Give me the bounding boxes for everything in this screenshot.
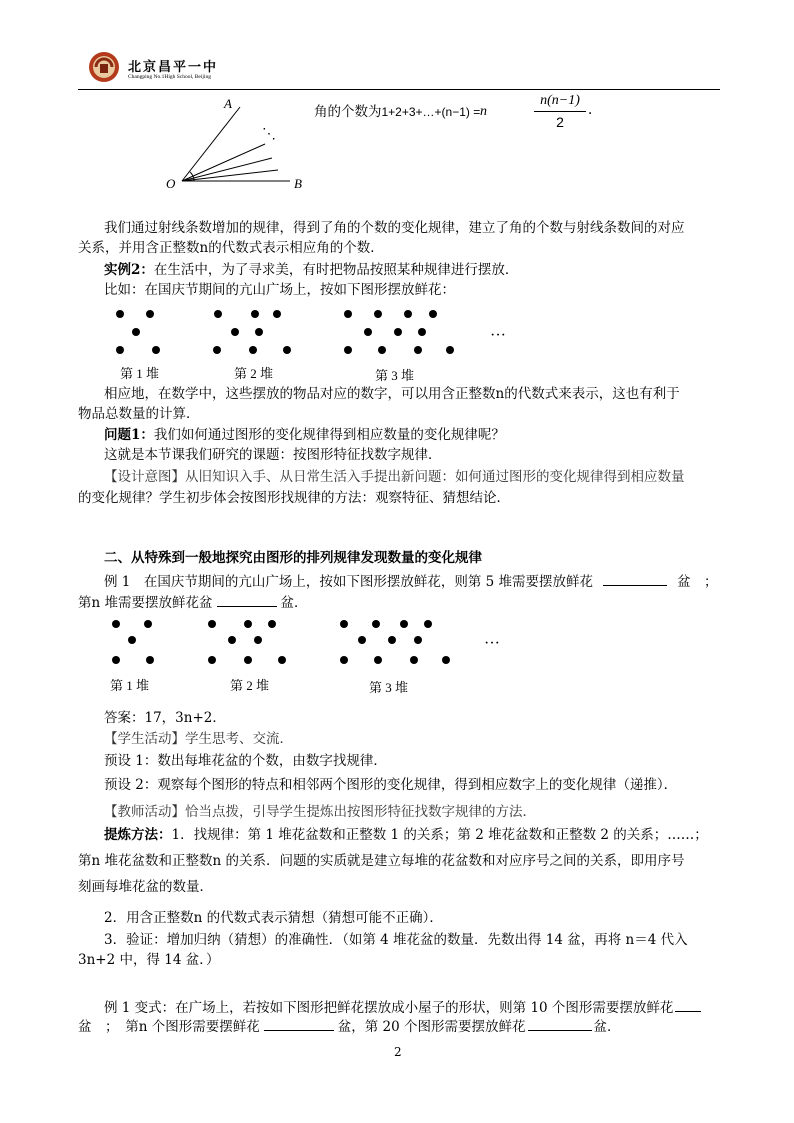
flower-dot-pile-3 bbox=[340, 656, 348, 664]
example-2-line: 实例2：在生活中，为了寻求美，有时把物品按照某种规律进行摆放． bbox=[104, 262, 519, 278]
school-english-name: Changping No.1High School, Beijing bbox=[128, 74, 211, 80]
method-line-1: 提炼方法：1．找规律：第 1 堆花盆数和正整数 1 的关系；第 2 堆花盆数和正整数 2 的关系；……； bbox=[104, 827, 708, 843]
pile-label-1: 第 1 堆 bbox=[120, 366, 160, 381]
formula-fraction bbox=[530, 92, 593, 131]
design-intent-line-2: 的变化规律？学生初步体会按图形找规律的方法：观察特征、猜想结论． bbox=[78, 490, 510, 506]
flower-dot-pile-3 bbox=[404, 310, 412, 318]
answer-blank-2[interactable] bbox=[217, 592, 277, 607]
header-divider bbox=[78, 89, 720, 90]
flower-dot-pile-2 bbox=[254, 636, 262, 644]
flower-dot-pile-1 bbox=[112, 656, 120, 664]
flower-dot-pile-3 bbox=[344, 346, 352, 354]
step-2: 2．用含正整数n 的代数式表示猜想（猜想可能不正确）． bbox=[104, 910, 443, 926]
flower-dot-pile-3 bbox=[372, 620, 380, 628]
flower-dot-pile-3 bbox=[378, 346, 386, 354]
flower-dot-pile-2 bbox=[249, 346, 257, 354]
dot-figure-bottom bbox=[96, 610, 526, 700]
ray-4 bbox=[182, 170, 278, 181]
flower-dot-pile-1 bbox=[128, 636, 136, 644]
flower-dot-pile-2 bbox=[278, 656, 286, 664]
flower-dot-pile-3 bbox=[410, 656, 418, 664]
formula-sum: 1+2+3+…+(n−1) = bbox=[381, 105, 481, 119]
flower-dot-pile-2 bbox=[244, 620, 252, 628]
fraction-numerator: n(n−1) bbox=[540, 93, 580, 108]
dots-ellipsis: ··· bbox=[490, 327, 506, 344]
method-label: 提炼方法： bbox=[104, 827, 172, 843]
flower-dot-pile-3 bbox=[344, 310, 352, 318]
variant-blank-3[interactable] bbox=[528, 1016, 592, 1031]
label-b: B bbox=[294, 176, 302, 191]
step-3-line-1: 3．验证：增加归纳（猜想）的准确性．（如第 4 堆花盆的数量．先数出得 14 盆，再将 n＝4 代入 bbox=[104, 932, 688, 948]
flower-dot-pile-2 bbox=[251, 310, 259, 318]
flower-dot-pile-2 bbox=[255, 328, 263, 336]
flower-dot-pile-3 bbox=[429, 310, 437, 318]
variant-blank-1[interactable] bbox=[675, 997, 701, 1012]
flower-dot-pile-3 bbox=[400, 620, 408, 628]
pile-label-2: 第 2 堆 bbox=[234, 366, 274, 381]
example-2-line-2: 比如：在国庆节期间的亢山广场上，按如下图形摆放鲜花： bbox=[104, 282, 455, 298]
flower-dot-pile-3 bbox=[358, 636, 366, 644]
flower-dot-pile-1 bbox=[116, 310, 124, 318]
flower-dot-pile-2 bbox=[208, 656, 216, 664]
section-2-title: 二、从特殊到一般地探究由图形的排列规律发现数量的变化规律 bbox=[104, 550, 482, 566]
formula-prefix: 角的个数为1+2+3+…+(n−1) = bbox=[314, 104, 481, 120]
paragraph-1-line-1: 我们通过射线条数增加的规律，得到了角的个数的变化规律，建立了角的个数与射线条数间的对应 bbox=[104, 220, 685, 236]
question-1-line: 问题1：我们如何通过图形的变化规律得到相应数量的变化规律呢？ bbox=[104, 427, 505, 443]
student-activity: 【学生活动】学生思考、交流． bbox=[104, 731, 293, 747]
paragraph-2-line-2: 物品总数量的计算． bbox=[78, 406, 200, 422]
more-rays-dots: ⋱ bbox=[262, 127, 276, 142]
flower-dot-pile-3 bbox=[442, 656, 450, 664]
flower-dot-pile-1 bbox=[132, 328, 140, 336]
school-logo-icon bbox=[86, 50, 122, 84]
method-line-2: 第n 堆花盆数和正整数n 的关系．问题的实质就是建立每堆的花盆数和对应序号之间的关系，即用序号 bbox=[78, 853, 685, 869]
fraction-denominator: 2 bbox=[556, 114, 564, 130]
flower-dot-pile-2 bbox=[214, 310, 222, 318]
pile-label-b3: 第 3 堆 bbox=[369, 680, 409, 695]
preset-2: 预设 2：观察每个图形的特点和相邻两个图形的变化规律，得到相应数字上的变化规律（递推）． bbox=[104, 777, 678, 793]
flower-dot-pile-3 bbox=[414, 636, 422, 644]
fraction-bar bbox=[534, 111, 586, 112]
angle-ray-figure bbox=[160, 94, 320, 194]
ray-oa bbox=[182, 107, 240, 181]
variant-line-2: 盆 ； 第n 个图形需要摆鲜花 盆，第 20 个图形需要摆放鲜花 盆． bbox=[78, 1016, 621, 1037]
page-number: 2 bbox=[394, 1045, 402, 1059]
formula-period: . bbox=[588, 102, 593, 118]
flower-dot-pile-3 bbox=[446, 346, 454, 354]
flower-dot-pile-1 bbox=[116, 346, 124, 354]
answer-line: 答案：17，3n+2． bbox=[104, 710, 226, 726]
flower-dot-pile-2 bbox=[213, 346, 221, 354]
answer-blank-1[interactable] bbox=[603, 571, 667, 586]
teacher-activity: 【教师活动】恰当点拨，引导学生提炼出按图形特征找数字规律的方法． bbox=[104, 804, 536, 820]
flower-dot-pile-2 bbox=[244, 656, 252, 664]
example-1-line-2: 第n 堆需要摆放鲜花盆 盆． bbox=[78, 592, 308, 613]
pile-label-b2: 第 2 堆 bbox=[230, 678, 270, 693]
variant-blank-2[interactable] bbox=[264, 1016, 334, 1031]
label-a: A bbox=[224, 96, 232, 111]
pile-label-b1: 第 1 堆 bbox=[110, 678, 150, 693]
flower-dot-pile-2 bbox=[208, 620, 216, 628]
flower-dot-pile-1 bbox=[146, 310, 154, 318]
pile-label-3: 第 3 堆 bbox=[375, 368, 415, 383]
flower-dot-pile-3 bbox=[394, 328, 402, 336]
formula-var-n: n bbox=[480, 104, 487, 119]
label-o: O bbox=[166, 176, 176, 191]
flower-dot-pile-3 bbox=[374, 310, 382, 318]
flower-dot-pile-1 bbox=[152, 346, 160, 354]
flower-dot-pile-3 bbox=[388, 636, 396, 644]
paragraph-1-line-2: 关系，并用含正整数n的代数式表示相应角的个数． bbox=[78, 240, 384, 256]
header-logo bbox=[86, 50, 226, 86]
flower-dot-pile-3 bbox=[374, 656, 382, 664]
variant-line-1: 例 1 变式：在广场上，若按如下图形把鲜花摆放成小屋子的形状，则第 10 个图形需要摆放鲜花 bbox=[104, 997, 701, 1018]
flower-dot-pile-1 bbox=[146, 656, 154, 664]
flower-dot-pile-3 bbox=[418, 328, 426, 336]
example-1-line-1: 例 1 在国庆节期间的亢山广场上，按如下图形摆放鲜花，则第 5 堆需要摆放鲜花 盆 ； bbox=[104, 571, 718, 592]
preset-1: 预设 1：数出每堆花盆的个数，由数字找规律． bbox=[104, 753, 387, 769]
flower-dot-pile-2 bbox=[228, 636, 236, 644]
flower-dot-pile-3 bbox=[424, 620, 432, 628]
design-intent-line-1: 【设计意图】从旧知识入手、从日常生活入手提出新问题：如何通过图形的变化规律得到相应数量 bbox=[104, 469, 685, 485]
example-2-label: 实例2： bbox=[104, 262, 154, 278]
flower-dot-pile-2 bbox=[273, 310, 281, 318]
dots-ellipsis-2: ··· bbox=[484, 635, 500, 652]
flower-dot-pile-2 bbox=[231, 328, 239, 336]
flower-dot-pile-3 bbox=[364, 328, 372, 336]
school-name: 北京昌平一中 bbox=[128, 60, 219, 75]
question-1-label: 问题1： bbox=[104, 427, 154, 443]
flower-dot-pile-2 bbox=[268, 620, 276, 628]
method-line-3: 刻画每堆花盆的数量． bbox=[78, 879, 213, 895]
flower-dot-pile-3 bbox=[414, 346, 422, 354]
flower-dot-pile-1 bbox=[144, 620, 152, 628]
flower-dot-pile-1 bbox=[112, 620, 120, 628]
paragraph-2-line-1: 相应地，在数学中，这些摆放的物品对应的数字，可以用含正整数n的代数式来表示，这也有利于 bbox=[104, 386, 680, 402]
flower-dot-pile-3 bbox=[340, 620, 348, 628]
step-3-line-2: 3n+2 中，得 14 盆．） bbox=[78, 952, 220, 968]
flower-dot-pile-2 bbox=[283, 346, 291, 354]
topic-line: 这就是本节课我们研究的课题：按图形特征找数字规律． bbox=[104, 447, 442, 463]
dot-figure-top bbox=[100, 300, 530, 390]
